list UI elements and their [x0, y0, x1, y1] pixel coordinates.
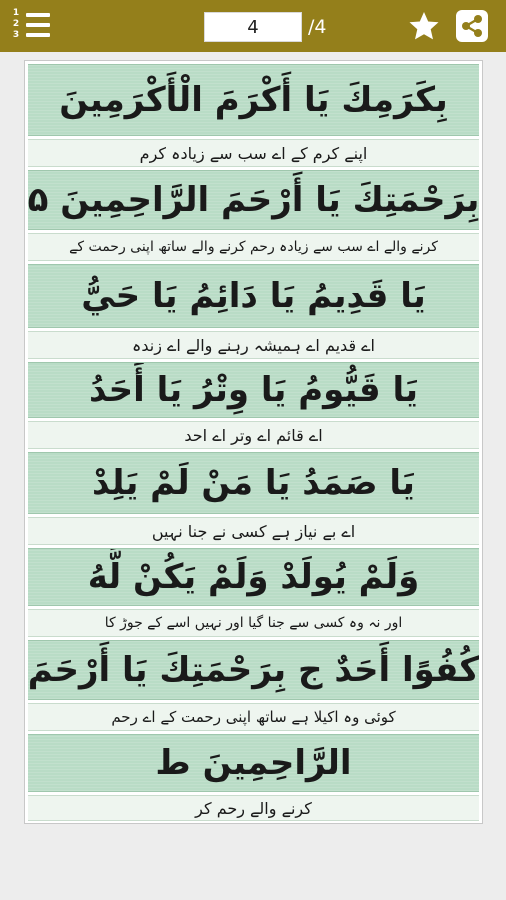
dua-page-image — [24, 60, 483, 824]
top-toolbar — [0, 0, 506, 52]
urdu-translation-line: اے قائم اے وتر اے احد — [28, 421, 479, 449]
star-icon — [408, 10, 440, 42]
arabic-line: وَلَمْ يُولَدْ وَلَمْ يَكُنْ لَّهُ — [28, 548, 479, 606]
urdu-translation-line: اے بے نیاز ہے کسی نے جنا نہیں — [28, 517, 479, 545]
arabic-line: الرَّاحِمِينَ ط — [28, 734, 479, 792]
page-number-input[interactable] — [204, 12, 302, 42]
page-total-label: /4 — [308, 16, 327, 38]
urdu-translation-line: کرنے والے رحم کر — [28, 795, 479, 821]
share-button[interactable] — [456, 10, 488, 42]
arabic-line: بِكَرَمِكَ يَا أَكْرَمَ الْأَكْرَمِينَ — [28, 64, 479, 136]
arabic-line: يَا قَدِيمُ يَا دَائِمُ يَا حَيُّ — [28, 264, 479, 328]
share-icon — [456, 10, 488, 42]
urdu-translation-line: اے قدیم اے ہمیشہ رہنے والے اے زندہ — [28, 331, 479, 359]
arabic-line: كُفُوًا أَحَدٌ ج بِرَحْمَتِكَ يَا أَرْحَمَ — [28, 640, 479, 700]
urdu-translation-line: اور نہ وہ کسی سے جنا گیا اور نہیں اسے کے جوڑ کا — [28, 609, 479, 637]
favorite-button[interactable] — [408, 10, 440, 42]
list-numbered-icon: 1 2 3 — [12, 8, 20, 40]
arabic-line: بِرَحْمَتِكَ يَا أَرْحَمَ الرَّاحِمِينَ ۵ — [28, 170, 479, 230]
arabic-line: يَا قَيُّومُ يَا وِتْرُ يَا أَحَدُ — [28, 362, 479, 418]
urdu-translation-line: کرنے والے اے سب سے زیادہ رحم کرنے والے ساتھ اپنی رحمت کے — [28, 233, 479, 261]
arabic-line: يَا صَمَدُ يَا مَنْ لَمْ يَلِدْ — [28, 452, 479, 514]
index-menu-button[interactable] — [10, 8, 54, 44]
urdu-translation-line: کوئی وہ اکیلا ہے ساتھ اپنی رحمت کے اے رحم — [28, 703, 479, 731]
urdu-translation-line: اپنے کرم کے اے سب سے زیادہ کرم — [28, 139, 479, 167]
